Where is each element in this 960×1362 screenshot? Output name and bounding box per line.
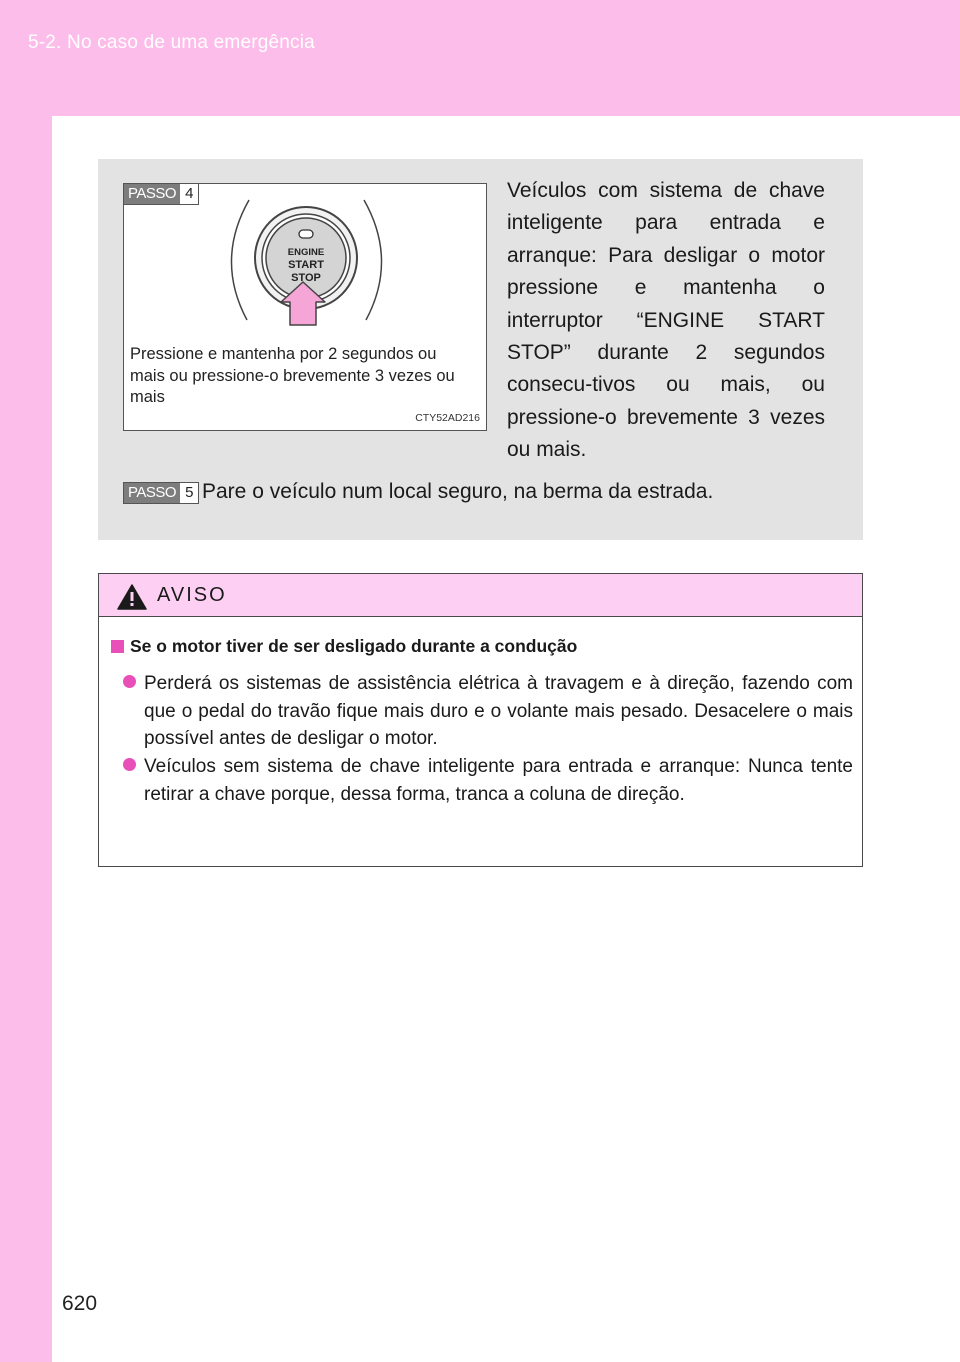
figure-caption: Pressione e mantenha por 2 segundos ou mais ou pressione-o brevemente 3 vezes ou mais: [130, 345, 455, 406]
warning-triangle-icon: [117, 584, 147, 610]
header-band: [0, 0, 960, 116]
step4-figure: [123, 183, 487, 431]
step5-label-word: PASSO: [124, 483, 180, 503]
engine-start-stop-button-icon: [219, 188, 394, 333]
warning-bullet: [123, 670, 853, 753]
step4-label-number: 4: [185, 185, 194, 202]
step5-label: [123, 482, 199, 504]
button-text-stop: STOP: [291, 272, 321, 284]
warning-bullet-text: Perderá os sistemas de assistência elétrica à travagem e à direção, fazendo com que o pedal do travão fique mais duro e o volante mais pesado. Desacelere o mais possível antes de desligar o motor.: [144, 673, 853, 749]
warning-heading-text: Se o motor tiver de ser desligado durante a condução: [130, 636, 578, 656]
warning-bullet-text: Veículos sem sistema de chave inteligente para entrada e arranque: Nunca tente retirar a chave porque, dessa forma, tranca a coluna de direção.: [144, 756, 853, 805]
side-band: [0, 116, 52, 1362]
warning-title: AVISO: [157, 584, 227, 606]
step4-label-word: PASSO: [124, 184, 180, 204]
figure-code: CTY52AD216: [415, 412, 480, 424]
warning-box: [98, 573, 863, 867]
square-bullet-icon: [111, 640, 124, 653]
button-text-start: START: [288, 259, 324, 271]
warning-bullet: [123, 753, 853, 808]
step4-instructions: Veículos com sistema de chave inteligente para entrada e arranque: Para desligar o motor pressione e mantenha o interruptor “ENGINE START STOP” durante 2 segundos consecu-tivos ou mais, ou pressione-o brevemente 3 vezes ou mais.: [507, 179, 825, 462]
page-number: 620: [62, 1292, 98, 1315]
warning-header: [99, 574, 862, 617]
button-text-engine: ENGINE: [287, 247, 325, 258]
step5-instructions: Pare o veículo num local seguro, na berma da estrada.: [202, 480, 714, 503]
section-title: 5-2. No caso de uma emergência: [28, 32, 315, 53]
warning-heading: [111, 636, 577, 657]
step-panel: [98, 159, 863, 540]
bullet-dot-icon: [123, 675, 136, 688]
step5-label-number: 5: [185, 484, 194, 501]
bullet-dot-icon: [123, 758, 136, 771]
step4-label: [123, 183, 199, 205]
